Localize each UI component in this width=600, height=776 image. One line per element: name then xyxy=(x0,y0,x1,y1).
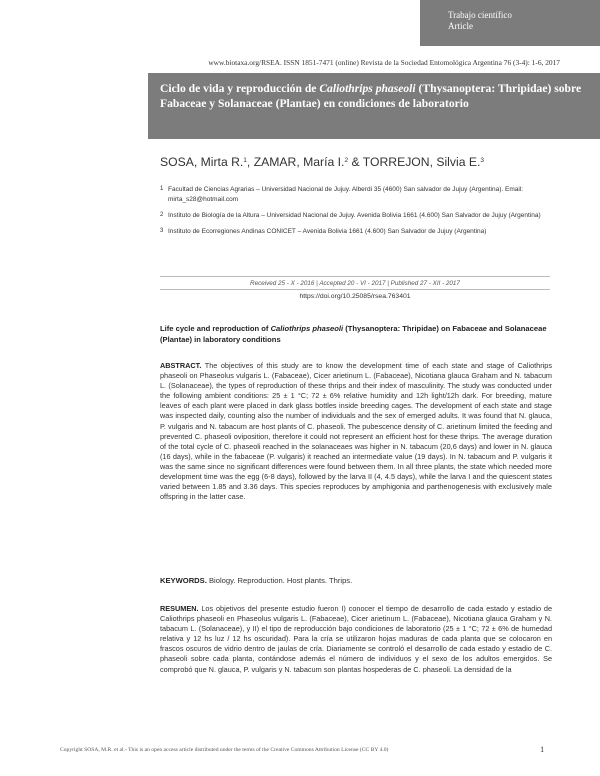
author-name: TORREJON, Silvia E. xyxy=(362,155,481,169)
keywords-text: Biology. Reproduction. Host plants. Thrips. xyxy=(208,576,353,585)
article-type-es: Trabajo científico xyxy=(448,10,512,20)
affiliation-item xyxy=(160,211,550,221)
affiliation-text: Facultad de Ciencias Agrarias – Universidad Nacional de Jujuy. Alberdi 35 (4600) San salvador de Jujuy (Argentina). Email: mirta_s28@hotmail.com xyxy=(168,186,524,203)
affiliation-text: Instituto de Biología de la Altura – Universidad Nacional de Jujuy. Avenida Bolivia 1661 (4.600) San Salvador de Jujuy (Argentina) xyxy=(168,212,541,219)
affiliations xyxy=(160,185,550,243)
affiliation-item xyxy=(160,185,550,205)
resumen-label: RESUMEN. xyxy=(160,604,199,613)
resumen xyxy=(160,604,552,675)
author-affil-sup: 2 xyxy=(344,157,349,164)
divider xyxy=(160,289,550,290)
title-species: Caliothrips phaseoli xyxy=(319,82,416,95)
keywords-label: KEYWORDS. xyxy=(160,576,207,585)
title-part2: (Thysanoptera: Thripidae) sobre Fabaceae y Solanaceae (Plantae) en condiciones de laboratorio xyxy=(160,82,582,110)
english-title xyxy=(160,323,550,345)
doi-link[interactable]: https://doi.org/10.25085/rsea.763401 xyxy=(299,293,411,300)
title-part1: Ciclo de vida y reproducción de xyxy=(160,82,320,95)
author-affil-sup: 3 xyxy=(480,157,484,164)
author-affil-sup: 1 xyxy=(243,157,247,164)
affiliation-item xyxy=(160,227,550,237)
affiliation-number: 2 xyxy=(160,212,164,218)
author-separator: & xyxy=(348,155,363,169)
article-type-en: Article xyxy=(448,21,473,31)
affiliation-number: 3 xyxy=(160,228,164,234)
affiliation-text: Instituto de Ecorregiones Andinas CONICET – Avenida Bolivia 1661 (4.600) San Salvador de Jujuy (Argentina) xyxy=(168,228,487,235)
divider xyxy=(160,276,550,277)
author-name: SOSA, Mirta R. xyxy=(160,155,244,169)
article-type-box xyxy=(420,0,600,46)
affiliation-number: 1 xyxy=(160,186,164,192)
keywords xyxy=(160,576,352,585)
resumen-text: Los objetivos del presente estudio fueron I) conocer el tiempo de desarrollo de cada estado y estadio de Caliothrips phaseoli en Phaseolus vulgaris L. (Fabaceae), Cicer arietinum L. (Fabaceae), Nicotiana glauca Graham y N. tabacum L. (Solanaceae), y II) el tipo de reproducción bajo condiciones de laboratorio (25 ± 1 °C; 72 ± 6% de humedad relativa y 12 hs luz / 12 hs oscuridad). Para la cría se utilizaron hojas maduras de cada planta que se colocaron en frascos oscuros de vidrio dentro de jaulas de cría. Diariamente se controló el desarrollo de cada estado y estadio de C. phaseoli sobre cada planta, contándose además el número de individuos y el sexo de los adultos emergidos. Se comprobó que N. glauca, P. vulgaris y N. tabacum son plantas hospederas de C. phaseoli. La densidad de la xyxy=(160,604,552,674)
author-separator: , xyxy=(246,155,254,169)
abstract xyxy=(160,361,552,502)
publication-dates: Received 25 - X - 2016 | Accepted 20 - VI - 2017 | Published 27 - XII - 2017 xyxy=(250,280,460,287)
english-title-species: Caliothrips phaseoli xyxy=(270,324,344,333)
journal-citation: www.biotaxa.org/RSEA. ISSN 1851-7471 (online) Revista de la Sociedad Entomológica Argentina 76 (3-4): 1-6, 2017 xyxy=(208,58,560,67)
abstract-label: ABSTRACT. xyxy=(160,361,202,370)
article-title xyxy=(148,73,600,139)
author-name: ZAMAR, María I. xyxy=(253,155,345,169)
author-list xyxy=(160,155,484,169)
english-title-part2: (Thysanoptera: Thripidae) on Fabaceae and Solanaceae (Plantae) in laboratory conditions xyxy=(160,324,547,344)
abstract-text: The objectives of this study are to know the development time of each state and stage of Caliothrips phaseoli on Phaseolus vulgaris L. (Fabaceae), Cicer arietinum L. (Fabaceae), Nicotiana glauca Graham and N. tabacum L. (Solanaceae), the types of reproduction of these thrips and their index of masculinity. The study was conducted under the following ambient conditions: 25 ± 1 °C; 72 ± 6% relative humidity and 12h light/12h dark. For breeding, mature leaves of each plant were placed in dark glass bottles inside breeding cages. The development of each state and stage was inspected daily, counting also the number of individuals and the sex of emerged adults. It was found that N. glauca, P. vulgaris and N. tabacum are host plants of C. phaseoli. The pubescence density of C. arietinum limited the feeding and prevented C. phaseoli oviposition, therefore it could not represent an efficient host for these thrips. The average duration of the total cycle of C. phaseoli reached in the solanaceaes was higher in N. tabacum (20,6 days) and lower in N. glauca (16 days), while in the fabaceae (P. vulgaris) it reached an intermediate value (19 days). In N. tabacum and P. vulgaris it was the same since no significant differences were found between them. In all three plants, the state which needed more development time was the egg (6-8 days), followed by the larva II (4, 4.5 days), while the larva I and the quiescent states varied between 1.85 and 3.36 days. This species reproduces by amphigonia and parthenogenesis with exclusively male offspring in the latter case. xyxy=(160,361,552,502)
page-number: 1 xyxy=(540,744,545,754)
copyright-footer: Copyright SOSA, M.R. et al.- This is an open access article distributed under the terms of the Creative Commons Attribution License (CC BY 4.0) xyxy=(60,747,389,753)
english-title-part1: Life cycle and reproduction of xyxy=(160,324,271,333)
